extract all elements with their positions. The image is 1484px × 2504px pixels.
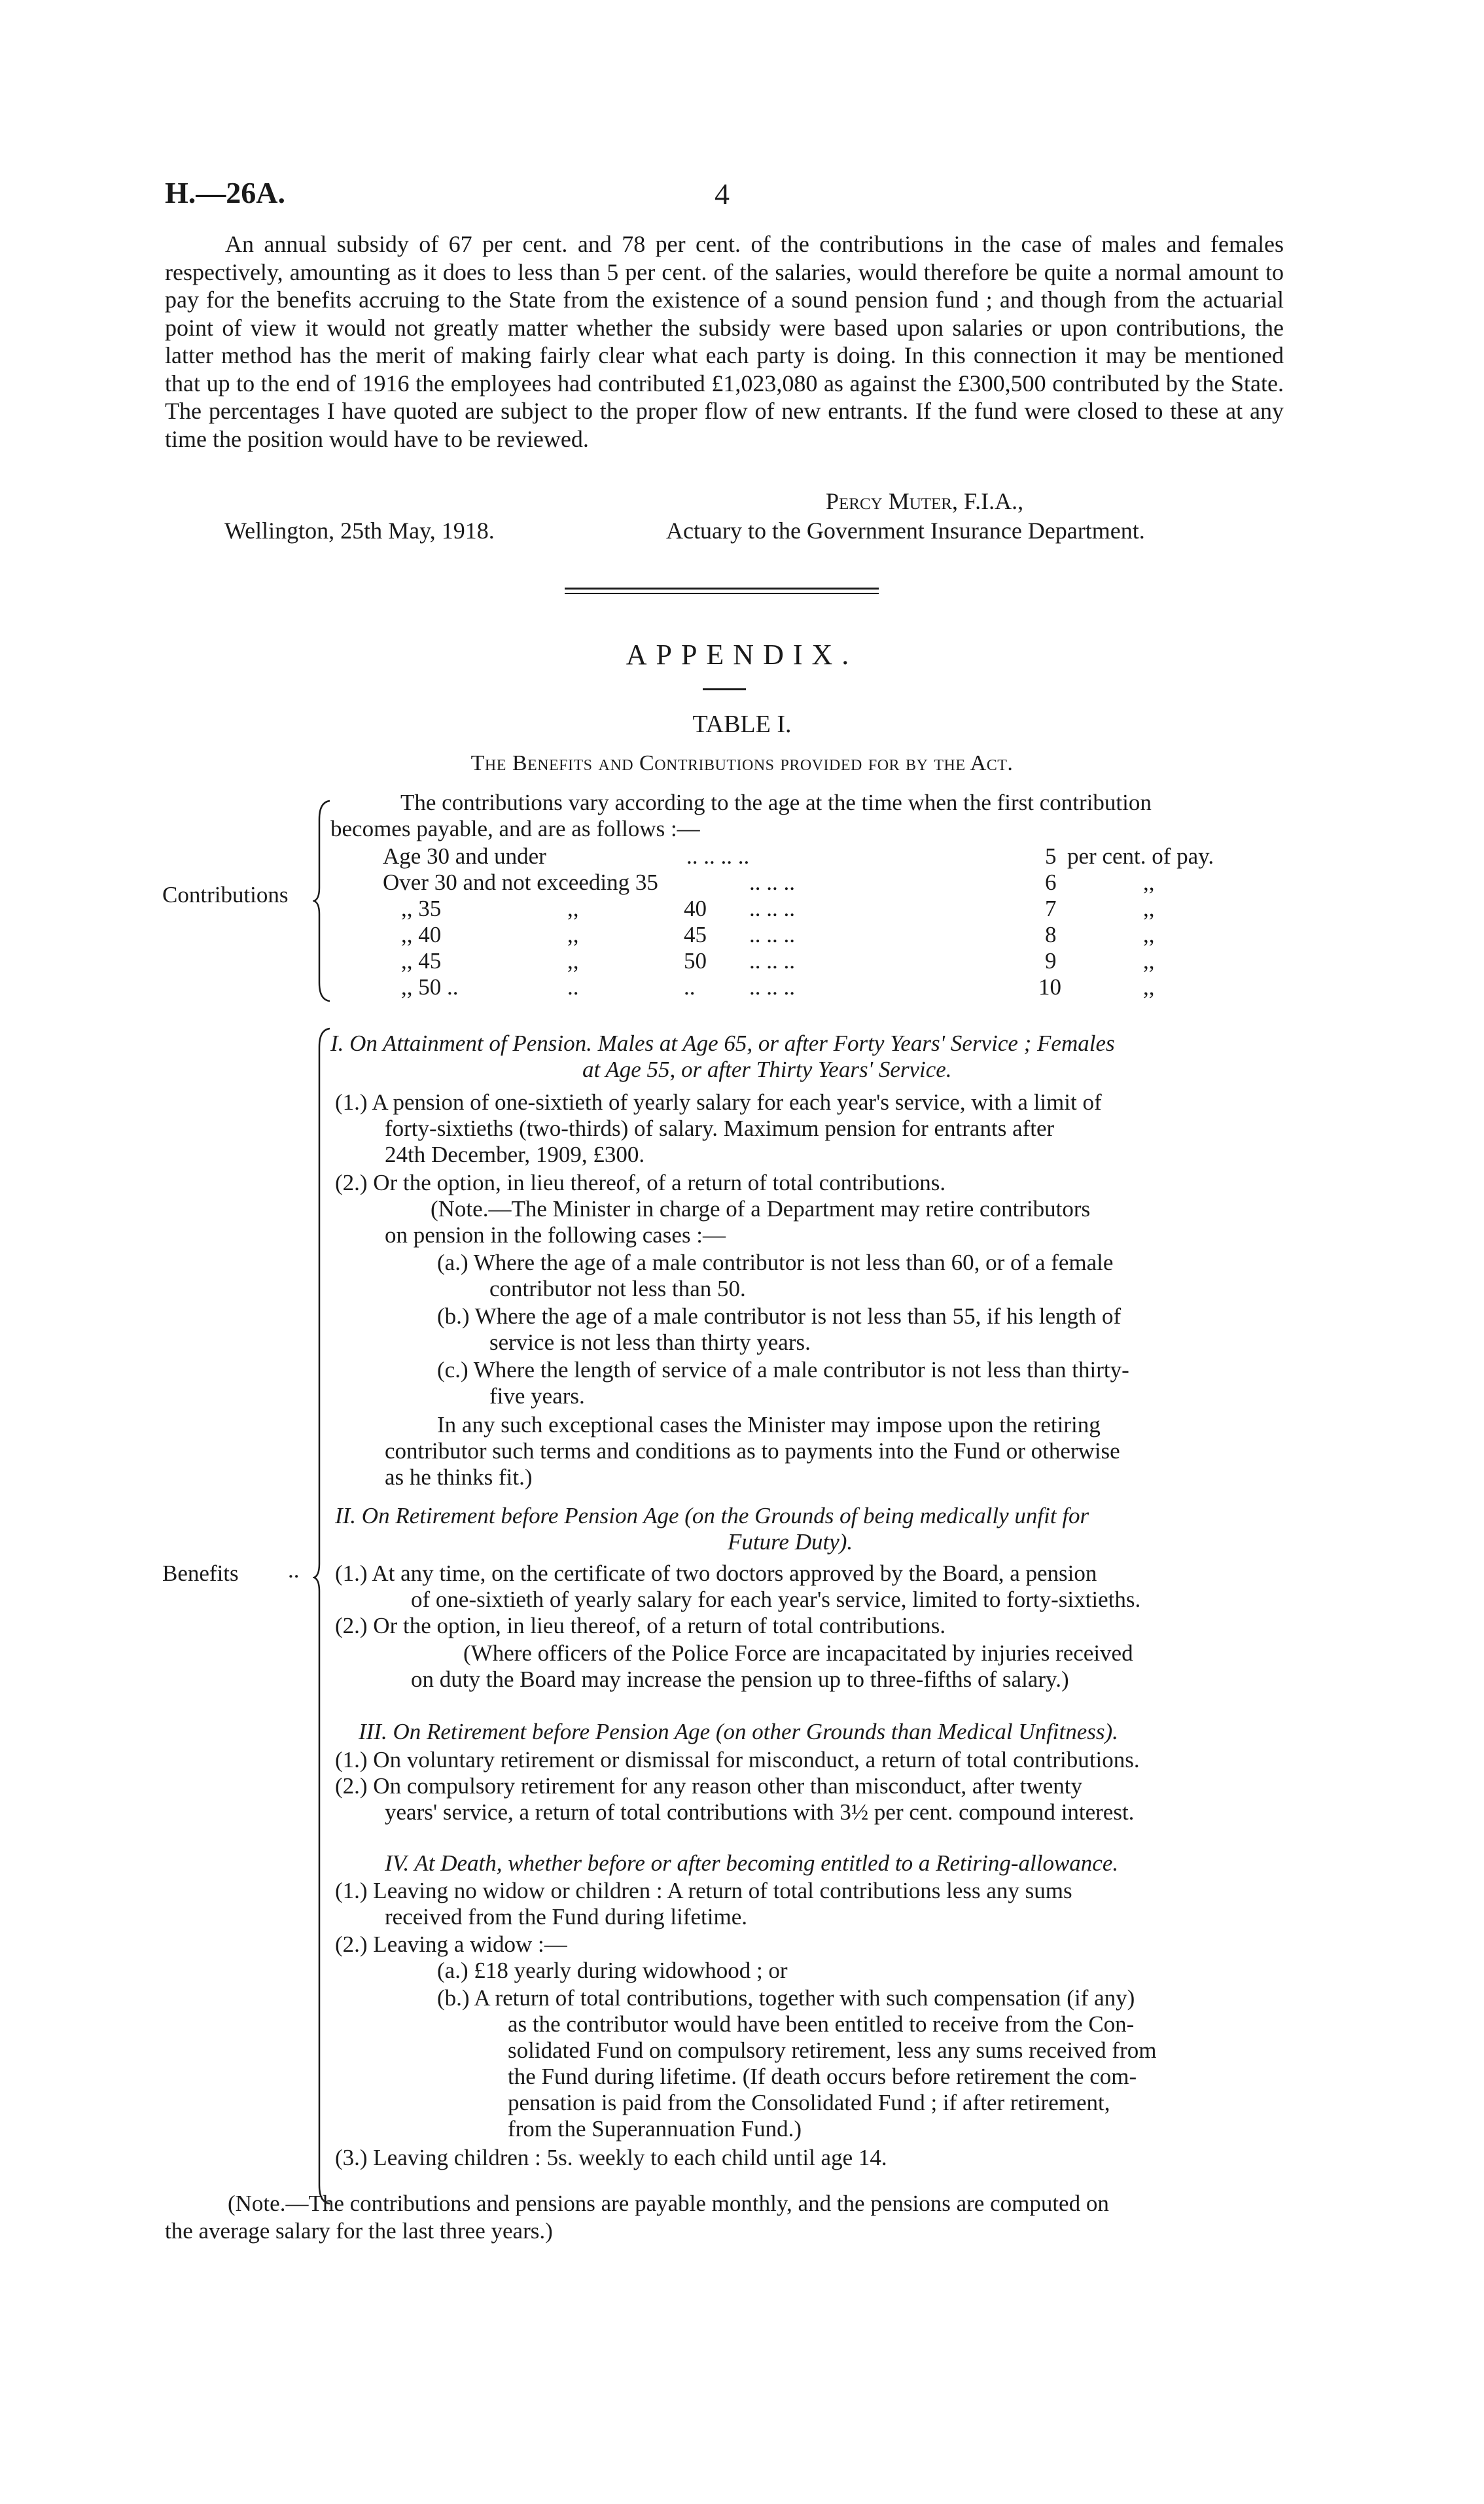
benefit-case: (b.) A return of total contributions, together with such compensation (if any) — [437, 1985, 1135, 2011]
row-age: 50 — [684, 948, 707, 974]
benefit-case: (a.) £18 yearly during widowhood ; or — [437, 1958, 788, 1983]
benefit-case: contributor not less than 50. — [489, 1276, 746, 1301]
row-age: 40 — [684, 896, 707, 921]
row-label: ,, 35 — [401, 896, 442, 921]
leader-dots: .. .. .. — [749, 922, 795, 947]
row-age: 45 — [684, 922, 707, 947]
benefit-section-iv-title: IV. At Death, whether before or after becoming entitled to a Retiring-allowance. — [385, 1850, 1119, 1876]
benefit-item: (2.) Or the option, in lieu thereof, of a return of total contributions. — [335, 1613, 946, 1638]
intro-paragraph: An annual subsidy of 67 per cent. and 78 per cent. of the contributions in the case of males and females respectively, amounting as it does to less than 5 per cent. of the salaries, would therefore be quite a normal amount to pay for the benefits accruing to the State from the existence of a sound pension fund ; and though from the actuarial point of view it would not greatly matter whether the subsidy were based upon salaries or upon contributions, the latter method has the merit of making fairly clear what each party is doing. In this connection it may be mentioned that up to the end of 1916 the employees had contributed £1,023,080 as against the £300,500 contributed by the State. The percentages I have quoted are subject to the proper flow of new entrants. If the fund were closed to these at any time the position would have to be reviewed. — [165, 231, 1284, 452]
benefit-case: service is not less than thirty years. — [489, 1330, 811, 1355]
row-rate: 7 — [1045, 896, 1057, 921]
leader-dots: .. .. .. — [749, 870, 795, 895]
row-unit: per cent. of pay. — [1067, 843, 1214, 869]
signatory-name: Percy Muter, F.I.A., — [826, 488, 1024, 514]
benefits-side-label: Benefits — [162, 1561, 239, 1586]
heading-rule — [703, 688, 746, 690]
contributions-intro: becomes payable, and are as follows :— — [330, 816, 700, 841]
row-rate: 5 — [1045, 843, 1057, 869]
appendix-heading: APPENDIX. — [626, 639, 858, 671]
benefit-case: as the contributor would have been entitled to receive from the Con- — [508, 2011, 1135, 2037]
leader-dots: .. .. .. — [749, 974, 795, 1000]
benefit-section-i-title: at Age 55, or after Thirty Years' Service. — [582, 1057, 952, 1082]
row-rate: 10 — [1038, 974, 1061, 1000]
benefit-item: (3.) Leaving children : 5s. weekly to each child until age 14. — [335, 2145, 887, 2170]
row-label: Age 30 and under — [383, 843, 546, 869]
benefit-item: forty-sixtieths (two-thirds) of salary. Maximum pension for entrants after — [385, 1116, 1055, 1141]
row-ditto: ,, — [567, 922, 579, 947]
contributions-intro: The contributions vary according to the age at the time when the first contribution — [400, 790, 1152, 815]
divider-rule — [565, 588, 879, 590]
benefit-case: five years. — [489, 1383, 585, 1409]
signatory-title: Actuary to the Government Insurance Department. — [666, 518, 1145, 544]
row-rate: 8 — [1045, 922, 1057, 947]
row-unit: ,, — [1143, 870, 1155, 895]
leader-dots: .. .. .. — [749, 896, 795, 921]
benefit-item: (1.) Leaving no widow or children : A return of total contributions less any sums — [335, 1878, 1072, 1903]
benefit-section-ii-title: II. On Retirement before Pension Age (on the Grounds of being medically unfit for — [335, 1503, 1089, 1528]
page-number: 4 — [715, 177, 730, 211]
contributions-brace — [313, 800, 332, 1002]
benefits-brace — [313, 1027, 332, 2205]
leader-dots: .. .. .. .. — [686, 843, 750, 869]
row-rate: 6 — [1045, 870, 1057, 895]
benefit-note: on pension in the following cases :— — [385, 1222, 726, 1248]
benefit-item: (2.) On compulsory retirement for any reason other than misconduct, after twenty — [335, 1773, 1082, 1799]
row-label: ,, 45 — [401, 948, 442, 974]
benefit-section-ii-title: Future Duty). — [728, 1529, 853, 1555]
benefit-note: as he thinks fit.) — [385, 1464, 533, 1490]
row-unit: ,, — [1143, 922, 1155, 947]
final-note: the average salary for the last three years.) — [165, 2218, 553, 2244]
benefit-item: (2.) Leaving a widow :— — [335, 1931, 567, 1957]
row-ditto: ,, — [567, 896, 579, 921]
row-unit: ,, — [1143, 948, 1155, 974]
benefit-case: (a.) Where the age of a male contributor is not less than 60, or of a female — [437, 1250, 1114, 1275]
benefit-item: of one-sixtieth of yearly salary for each year's service, limited to forty-sixtieths. — [411, 1587, 1141, 1612]
row-label: ,, 40 — [401, 922, 442, 947]
benefit-case: solidated Fund on compulsory retirement, less any sums received from — [508, 2037, 1157, 2063]
benefit-case: the Fund during lifetime. (If death occurs before retirement the com- — [508, 2064, 1137, 2089]
row-rate: 9 — [1045, 948, 1057, 974]
leader-dots: .. .. .. — [749, 948, 795, 974]
benefit-item: years' service, a return of total contributions with 3½ per cent. compound interest. — [385, 1799, 1135, 1825]
benefit-note: contributor such terms and conditions as to payments into the Fund or otherwise — [385, 1438, 1120, 1464]
benefit-item: received from the Fund during lifetime. — [385, 1904, 748, 1930]
benefit-item: (1.) At any time, on the certificate of two doctors approved by the Board, a pension — [335, 1561, 1097, 1586]
benefit-case: (b.) Where the age of a male contributor is not less than 55, if his length of — [437, 1303, 1122, 1329]
benefit-note: (Where officers of the Police Force are incapacitated by injuries received — [463, 1640, 1133, 1666]
table-title: TABLE I. — [692, 711, 792, 738]
benefit-case: pensation is paid from the Consolidated Fund ; if after retirement, — [508, 2090, 1110, 2115]
row-ditto: .. — [567, 974, 579, 1000]
benefit-note: In any such exceptional cases the Minister may impose upon the retiring — [437, 1412, 1101, 1437]
divider-rule — [565, 593, 879, 594]
row-ditto: .. — [684, 974, 696, 1000]
benefit-note: on duty the Board may increase the pension up to three-fifths of salary.) — [411, 1666, 1069, 1692]
benefit-item: (1.) On voluntary retirement or dismissal for misconduct, a return of total contributions. — [335, 1747, 1140, 1772]
benefit-item: 24th December, 1909, £300. — [385, 1142, 645, 1167]
section-title: The Benefits and Contributions provided for by the Act. — [470, 751, 1014, 775]
place-date: Wellington, 25th May, 1918. — [224, 518, 495, 544]
contributions-side-label: Contributions — [162, 882, 289, 908]
final-note: (Note.—The contributions and pensions are payable monthly, and the pensions are computed on — [228, 2191, 1109, 2216]
row-label: Over 30 and not exceeding 35 — [383, 870, 658, 895]
row-ditto: ,, — [567, 948, 579, 974]
benefit-case: from the Superannuation Fund.) — [508, 2116, 802, 2142]
benefits-side-dots: .. — [288, 1557, 300, 1583]
benefit-section-iii-title: III. On Retirement before Pension Age (on other Grounds than Medical Unfitness). — [359, 1719, 1118, 1744]
benefit-note: (Note.—The Minister in charge of a Department may retire contributors — [431, 1196, 1091, 1222]
row-unit: ,, — [1143, 896, 1155, 921]
benefit-item: (1.) A pension of one-sixtieth of yearly salary for each year's service, with a limit of — [335, 1089, 1102, 1115]
document-code: H.—26A. — [165, 176, 285, 209]
benefit-case: (c.) Where the length of service of a male contributor is not less than thirty- — [437, 1357, 1129, 1383]
row-label: ,, 50 .. — [401, 974, 459, 1000]
benefit-section-i-title: I. On Attainment of Pension. Males at Age 65, or after Forty Years' Service ; Females — [330, 1031, 1115, 1056]
benefit-item: (2.) Or the option, in lieu thereof, of a return of total contributions. — [335, 1170, 946, 1195]
row-unit: ,, — [1143, 974, 1155, 1000]
